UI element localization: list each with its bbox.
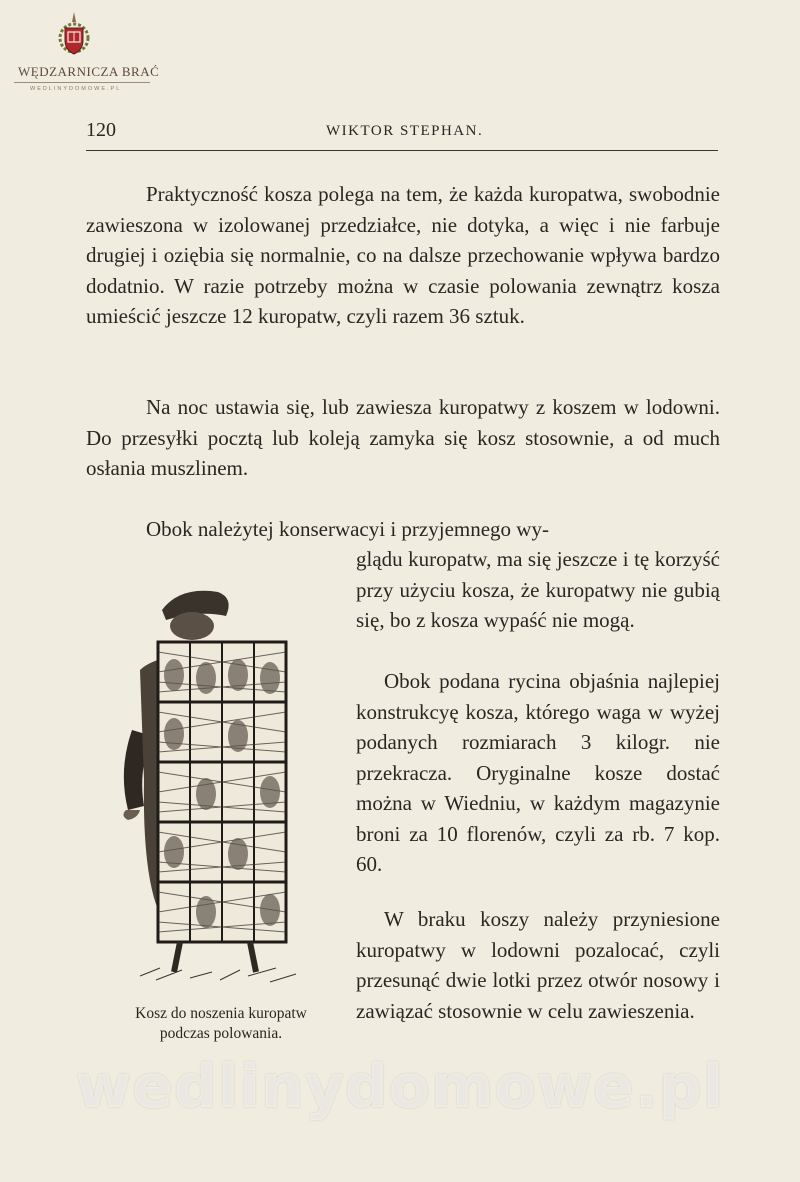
paragraph-5: W braku koszy należy przyniesione kuropatwy w lodowni pozalocać, czyli przesunąć dwie lotki przez otwór nosowy i zawiązać stosownie w celu zawieszenia.	[356, 907, 720, 1023]
running-title: WIKTOR STEPHAN.	[326, 123, 484, 139]
caption-line-1: Kosz do noszenia kuropatw	[135, 1005, 307, 1022]
caption-line-2: podczas polowania.	[159, 1025, 283, 1042]
watermark: wedlinydomowe.pl	[75, 1052, 725, 1122]
running-head	[86, 119, 718, 147]
logo-name: WĘDZARNICZA BRAĆ	[18, 64, 160, 79]
paragraph-4: Obok podana rycina objaśnia najlepiej konstrukcyę kosza, którego waga w wyżej podanych rozmiarach 3 kilogr. nie przekracza. Oryginalne kosze dostać można w Wiedniu, w każdym magazynie broni za 10 florenów, czyli za rb. 7 kop. 60.	[356, 669, 720, 876]
basket-illustration	[100, 580, 320, 990]
paragraph-3-line-1: Obok należytej konserwacyi i przyjemnego wy-	[146, 517, 549, 541]
crest-icon	[52, 10, 96, 58]
paragraph-2: Na noc ustawia się, lub zawiesza kuropatwy z koszem w lodowni. Do przesyłki pocztą lub koleją zamyka się kosz stosownie, a od much osłania muszlinem.	[86, 395, 720, 480]
site-logo	[0, 0, 160, 100]
page-number: 120	[86, 119, 116, 141]
paragraph-1: Praktyczność kosza polega na tem, że każda kuropatwa, swobodnie zawieszona w izolowanej przedziałce, nie dotyka, a więc i nie farbuje drugiej i oziębia się normalnie, co na dalsze przechowanie wpływa bardzo dodatnio. W razie potrzeby można w czasie polowania zewnątrz kosza umieścić jeszcze 12 kuropatw, czyli razem 36 sztuk.	[86, 182, 720, 328]
logo-url: WEDLINYDOMOWE.PL	[30, 86, 122, 92]
header-rule	[86, 150, 718, 151]
figure-caption	[96, 1004, 346, 1044]
logo-divider	[14, 82, 150, 83]
paragraph-3: glądu kuropatw, ma się jeszcze i tę korzyść przy użyciu kosza, że kuropatwy nie gubią się, bo z kosza wypaść nie mogą.	[356, 547, 720, 632]
